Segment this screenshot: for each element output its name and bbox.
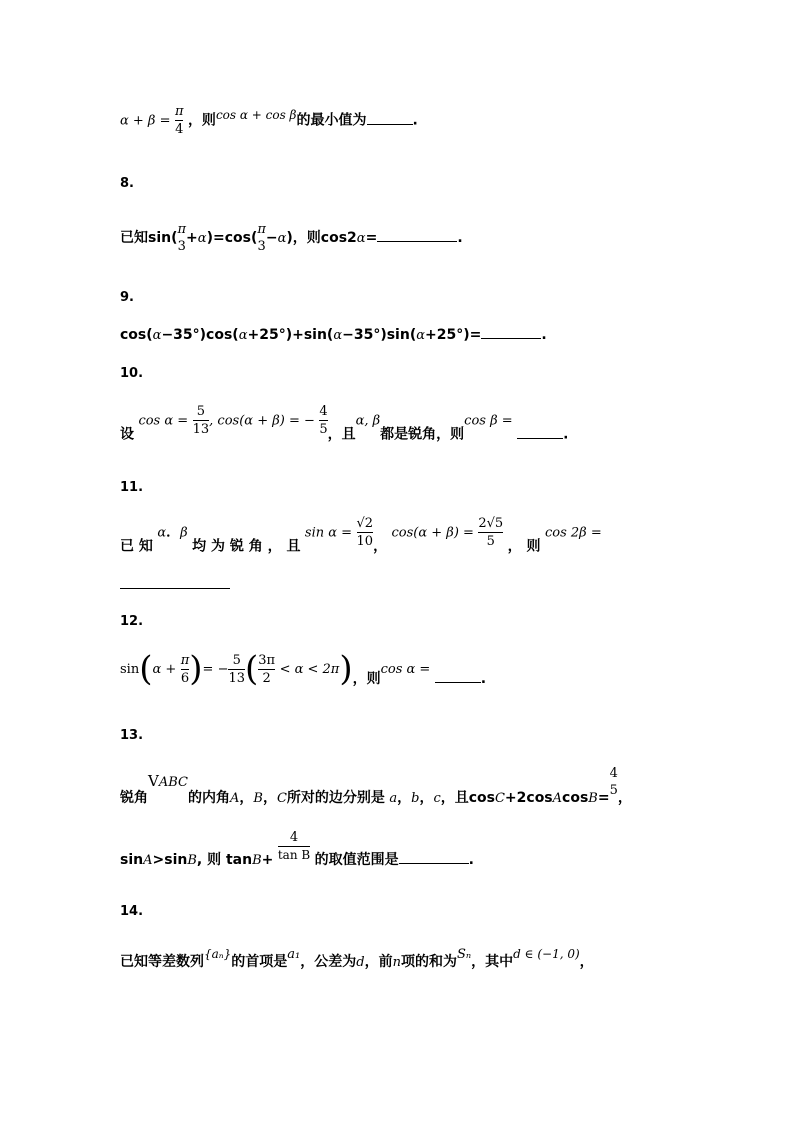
fraction-pi-4: $\frac{\pi}{4}$ bbox=[174, 104, 184, 137]
answer-blank bbox=[377, 229, 457, 242]
answer-blank bbox=[120, 576, 230, 589]
q8-line: 已知sin( π 3 +α)=cos( π 3 −α)，则cos2α= . bbox=[120, 222, 463, 254]
q13-line-2: sinA>sinB, 则 tanB+ $\frac{4}{\text{tan B}}$ 的取值范围是 . bbox=[120, 830, 474, 868]
fraction-4-5: $\frac{4}{5}$ bbox=[319, 404, 328, 437]
answer-blank bbox=[399, 851, 469, 864]
q7-line: α + β = $\frac{\pi}{4}$ ，则$^{cos \alpha + cos \beta}$的最小值为 . bbox=[120, 104, 418, 137]
answer-blank bbox=[481, 326, 541, 339]
question-number-10: 10. bbox=[120, 366, 144, 381]
question-number-13: 13. bbox=[120, 728, 144, 743]
q13-line-1: 锐角VABC的内角A，B，C所对的边分别是 a，b，c，且cosC+2cosAcosB= 4 5 ， bbox=[120, 766, 632, 806]
math-alpha-beta: α + β = bbox=[120, 113, 171, 129]
fraction-4-5: 4 5 bbox=[609, 766, 618, 798]
answer-blank bbox=[517, 426, 563, 439]
question-number-9: 9. bbox=[120, 290, 134, 305]
q12-line: sin(α + $\frac{\pi}{6}$ )= − $\frac{5}{13}$ ( $\frac{3\pi}{2}$ < α < 2π)，则cos α = . bbox=[120, 649, 487, 689]
fraction-4-tanB: $\frac{4}{\text{tan B}}$ bbox=[277, 830, 311, 862]
q14-line: 已知等差数列{aₙ}的首项是a₁，公差为d，前n项的和为Sₙ，其中d ∈ (−1, 0)， bbox=[120, 947, 594, 970]
q11-line: 已 知 α．β 均 为 锐 角 ， 且 sin α = $\frac{√2}{10}$ ， cos(α + β) = $\frac{2√5}{5}$ ， 则 cos 2β = bbox=[120, 516, 602, 555]
fraction-2sqrt5-5: $\frac{2√5}{5}$ bbox=[478, 516, 504, 549]
question-number-11: 11. bbox=[120, 480, 144, 495]
answer-blank bbox=[367, 112, 413, 125]
q10-line: 设 cos α = $\frac{5}{13}$ , cos(α + β) = − $\frac{4}{5}$ ，且α, β都是锐角，则cos β = . bbox=[120, 404, 569, 443]
fraction-pi-6: $\frac{\pi}{6}$ bbox=[180, 652, 190, 686]
fraction-5-13: $\frac{5}{13}$ bbox=[228, 652, 246, 686]
fraction-pi-3: π 3 bbox=[257, 222, 266, 254]
question-number-8: 8. bbox=[120, 176, 134, 191]
question-number-12: 12. bbox=[120, 614, 144, 629]
fraction-5-13: $\frac{5}{13}$ bbox=[192, 404, 210, 437]
fraction-3pi-2: $\frac{3\pi}{2}$ bbox=[258, 652, 276, 686]
fraction-sqrt2-10: $\frac{√2}{10}$ bbox=[356, 516, 374, 549]
q9-line: cos(α−35°)cos(α+25°)+sin(α−35°)sin(α+25°)= . bbox=[120, 327, 547, 343]
fraction-pi-3: π 3 bbox=[177, 222, 187, 254]
question-number-14: 14. bbox=[120, 904, 144, 919]
answer-blank bbox=[435, 670, 481, 683]
math-cos-sum: cos α + cos β bbox=[215, 107, 297, 122]
